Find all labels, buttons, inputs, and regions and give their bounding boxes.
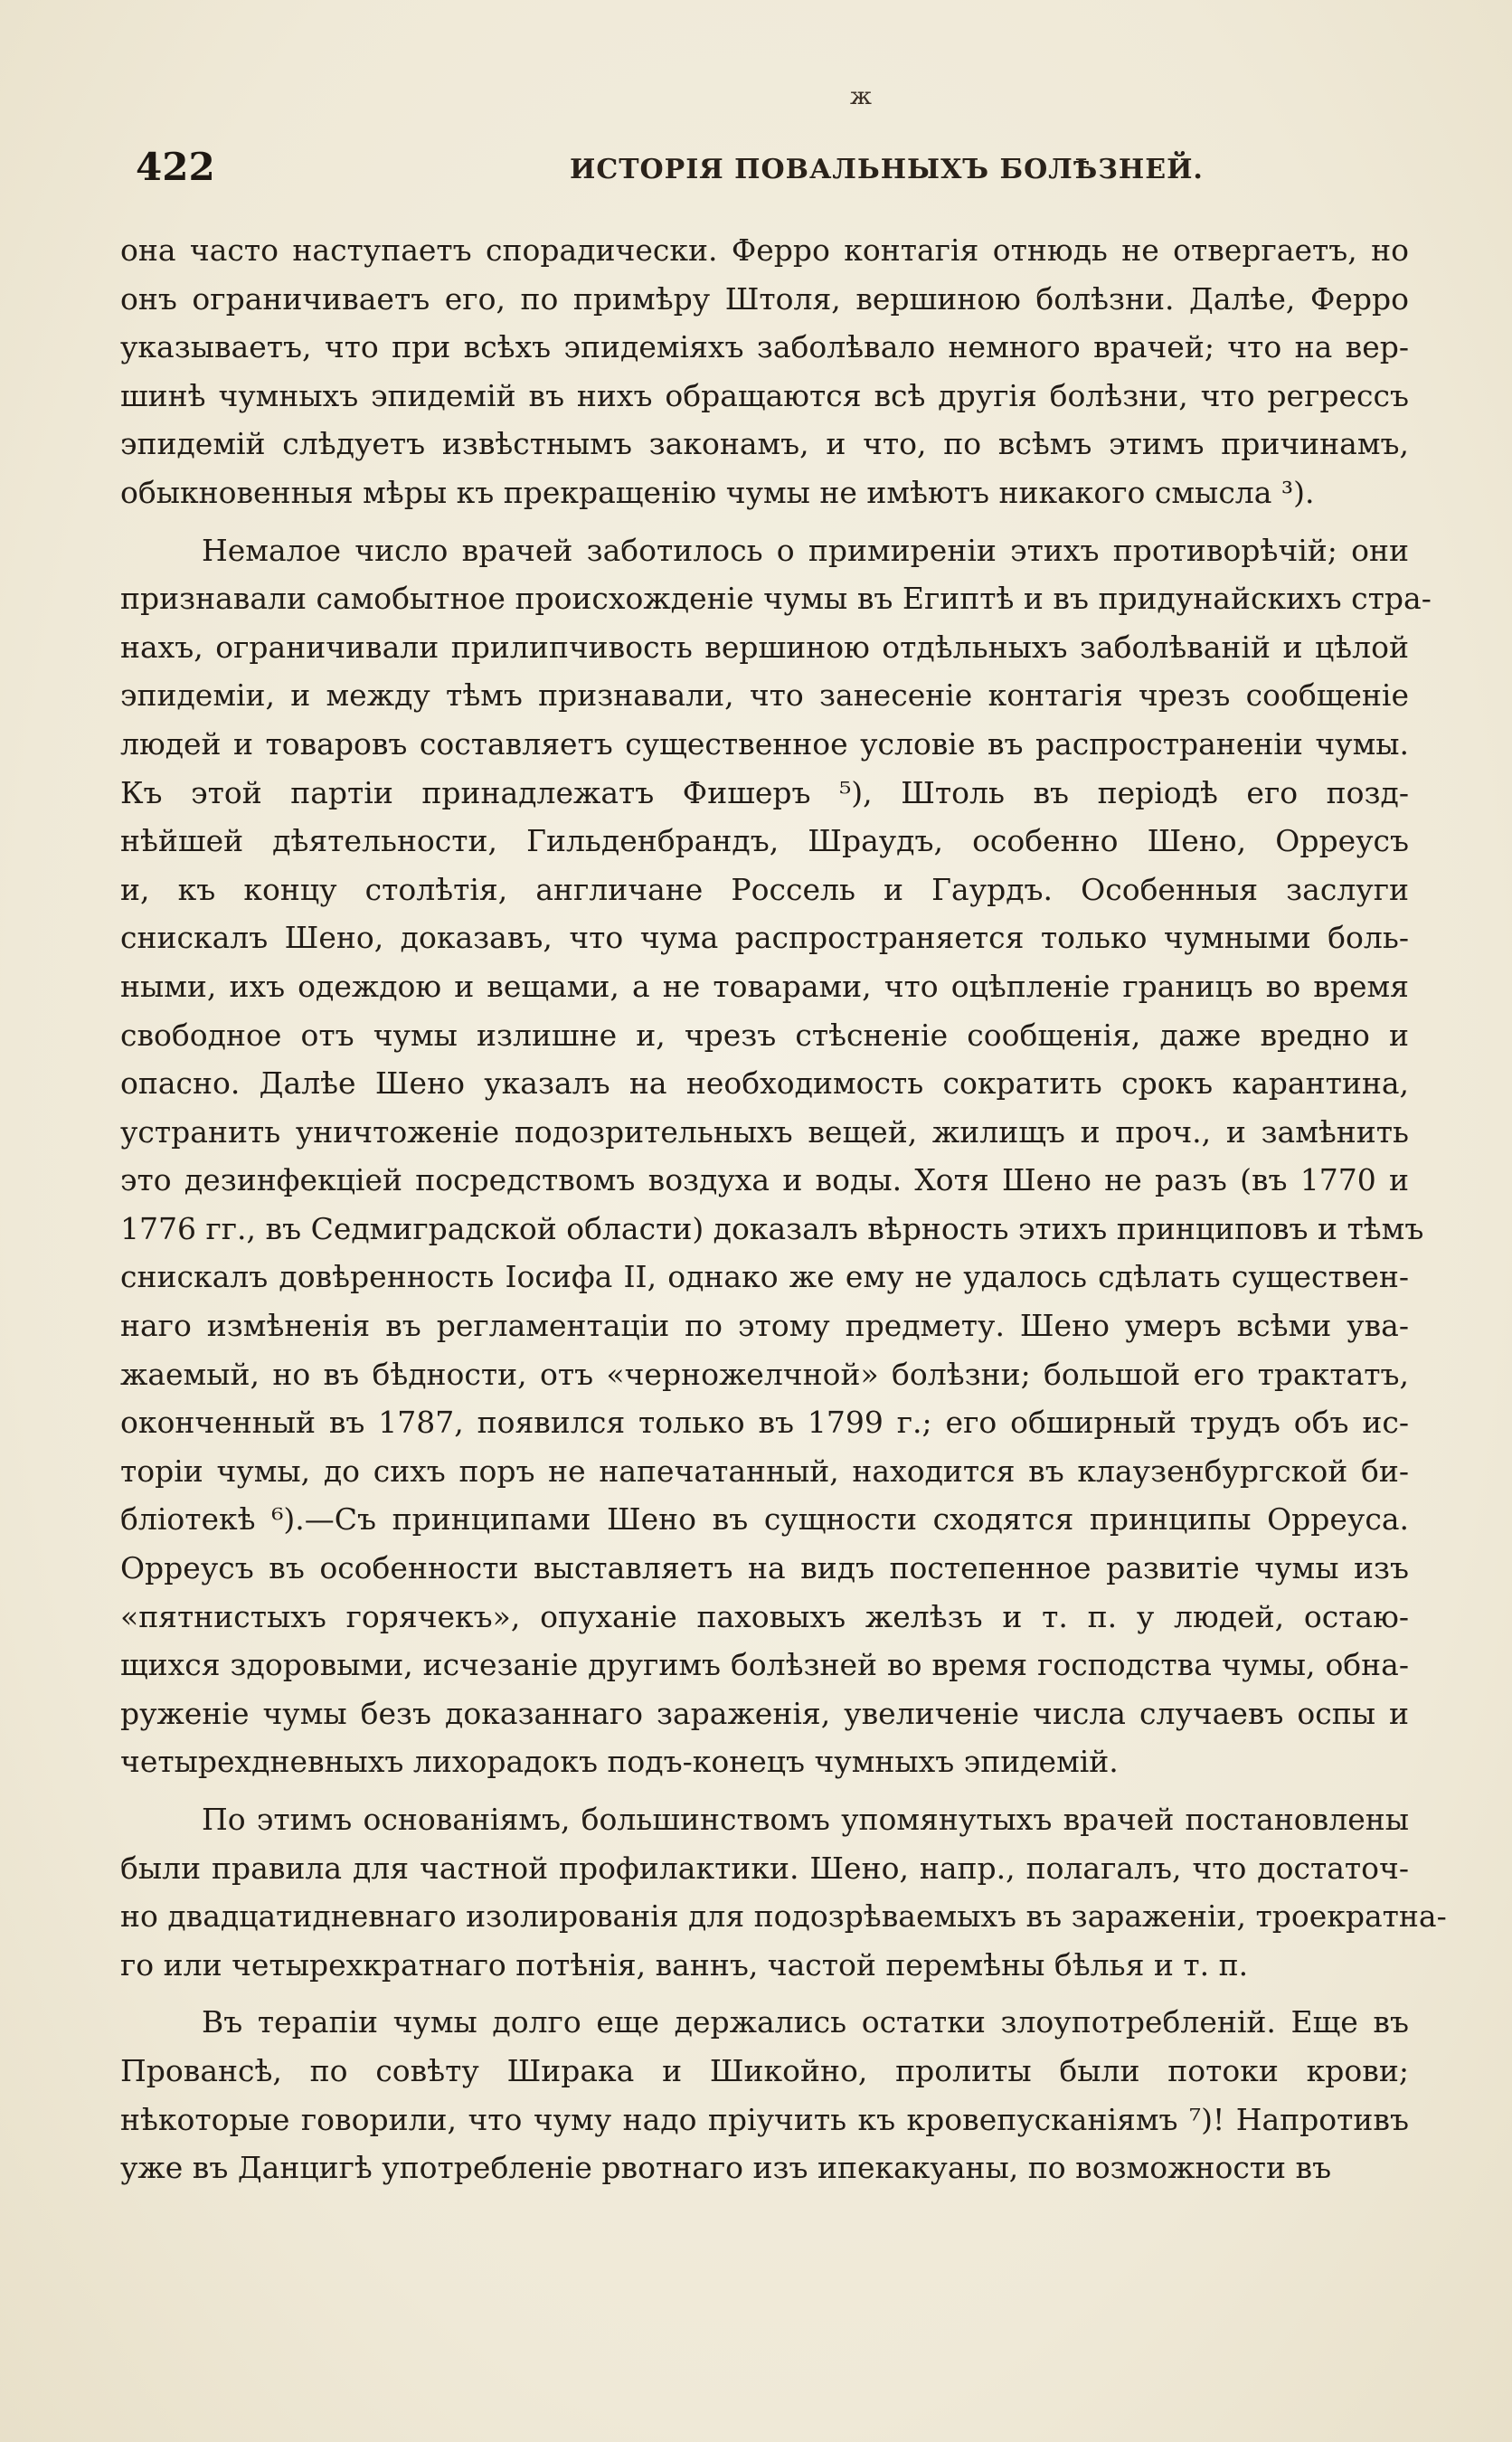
text-line: руженіе чумы безъ доказаннаго зараженія, увеличеніе числа случаевъ оспы и bbox=[120, 1695, 1409, 1731]
text-line: го или четырехкратнаго потѣнія, ваннъ, частой перемѣны бѣлья и т. п. bbox=[120, 1946, 1249, 1983]
text-line: уже въ Данцигѣ употребленіе рвотнаго изъ ипекакуаны, по возможности въ bbox=[120, 2150, 1332, 2186]
paragraph bbox=[120, 1795, 1447, 1989]
ornament-mark: ж bbox=[850, 83, 872, 110]
text-line: эпидеміи, и между тѣмъ признавали, что занесеніе контагія чрезъ сообщеніе bbox=[120, 677, 1409, 714]
text-line: признавали самобытное происхожденіе чумы въ Египтѣ и въ придунайскихъ стра- bbox=[120, 581, 1432, 617]
text-line: обыкновенныя мѣры къ прекращенію чумы не имѣютъ никакого смысла ³). bbox=[120, 474, 1315, 510]
page-number: 422 bbox=[136, 145, 215, 189]
text-line: бліотекѣ ⁶).—Съ принципами Шено въ сущности сходятся принципы Орреуса. bbox=[120, 1501, 1409, 1538]
text-line: свободное отъ чумы излишне и, чрезъ стѣсненіе сообщенія, даже вредно и bbox=[120, 1017, 1409, 1053]
text-line: устранить уничтоженіе подозрительныхъ вещей, жилищъ и проч., и замѣнить bbox=[120, 1113, 1409, 1150]
text-line: онъ ограничиваетъ его, по примѣру Штоля, вершиною болѣзни. Далѣе, Ферро bbox=[120, 280, 1409, 317]
text-line: «пятнистыхъ горячекъ», опуханіе паховыхъ желѣзъ и т. п. у людей, остаю- bbox=[120, 1598, 1409, 1634]
text-line: она часто наступаетъ спорадически. Ферро контагія отнюдь не отвергаетъ, но bbox=[120, 232, 1409, 268]
text-line: нѣйшей дѣятельности, Гильденбрандъ, Шраудъ, особенно Шено, Орреусъ bbox=[120, 823, 1409, 859]
text-line: По этимъ основаніямъ, большинствомъ упомянутыхъ врачей постановлены bbox=[202, 1802, 1409, 1837]
text-line: Немалое число врачей заботилось о примиреніи этихъ противорѣчій; они bbox=[202, 532, 1409, 568]
text-line: Орреусъ въ особенности выставляетъ на видъ постепенное развитіе чумы изъ bbox=[120, 1550, 1409, 1586]
text-line: нахъ, ограничивали прилипчивость вершиною отдѣльныхъ заболѣваній и цѣлой bbox=[120, 629, 1409, 665]
text-line: указываетъ, что при всѣхъ эпидеміяхъ заболѣвало немного врачей; что на вер- bbox=[120, 329, 1409, 365]
text-line: снискалъ довѣренность Іосифа II, однако же ему не удалось сдѣлать существен- bbox=[120, 1259, 1409, 1295]
text-line: оконченный въ 1787, появился только въ 1799 г.; его обширный трудъ объ ис- bbox=[120, 1405, 1409, 1441]
page-header bbox=[136, 145, 1402, 199]
text-line: наго измѣненія въ регламентаціи по этому предмету. Шено умеръ всѣми ува- bbox=[120, 1308, 1409, 1344]
body-text bbox=[120, 226, 1447, 2192]
text-line: снискалъ Шено, доказавъ, что чума распространяется только чумными боль- bbox=[120, 920, 1409, 956]
text-line: Провансѣ, по совѣту Ширака и Шикойно, пролиты были потоки крови; bbox=[120, 2052, 1409, 2088]
paragraph bbox=[120, 226, 1409, 517]
text-line: щихся здоровыми, исчезаніе другимъ болѣзней во время господства чумы, обна- bbox=[120, 1647, 1409, 1683]
text-line: жаемый, но въ бѣдности, отъ «черножелчной» болѣзни; большой его трактатъ, bbox=[120, 1356, 1409, 1392]
paragraph bbox=[120, 526, 1432, 1786]
text-line: опасно. Далѣе Шено указалъ на необходимость сократить срокъ карантина, bbox=[120, 1065, 1409, 1102]
text-line: шинѣ чумныхъ эпидемій въ нихъ обращаются всѣ другія болѣзни, что регрессъ bbox=[120, 377, 1409, 413]
text-line: 1776 гг., въ Седмиградской области) доказалъ вѣрность этихъ принциповъ и тѣмъ bbox=[120, 1210, 1424, 1246]
text-line: Въ терапіи чумы долго еще держались остатки злоупотребленій. Еще въ bbox=[202, 2004, 1409, 2040]
text-line: нѣкоторые говорили, что чуму надо пріучить къ кровепусканіямъ ⁷)! Напротивъ bbox=[120, 2101, 1409, 2137]
text-line: ными, ихъ одеждою и вещами, а не товарами, что оцѣпленіе границъ во время bbox=[120, 968, 1409, 1004]
text-line: и, къ концу столѣтія, англичане Россель и Гаурдъ. Особенныя заслуги bbox=[120, 871, 1409, 907]
text-line: это дезинфекціей посредствомъ воздуха и воды. Хотя Шено не разъ (въ 1770 и bbox=[120, 1162, 1409, 1198]
running-head: ИСТОРІЯ ПОВАЛЬНЫХЪ БОЛѢЗНЕЙ. bbox=[570, 154, 1204, 185]
text-line: четырехдневныхъ лихорадокъ подъ-конецъ чумныхъ эпидемій. bbox=[120, 1744, 1119, 1780]
text-line: эпидемій слѣдуетъ извѣстнымъ законамъ, и что, по всѣмъ этимъ причинамъ, bbox=[120, 426, 1409, 462]
text-line: были правила для частной профилактики. Шено, напр., полагалъ, что достаточ- bbox=[120, 1850, 1409, 1886]
paragraph bbox=[120, 1998, 1409, 2191]
text-line: торіи чумы, до сихъ поръ не напечатанный, находится въ клаузенбургской би- bbox=[120, 1453, 1409, 1489]
text-line: Къ этой партіи принадлежатъ Фишеръ ⁵), Штоль въ періодѣ его позд- bbox=[120, 774, 1409, 810]
text-line: людей и товаровъ составляетъ существенное условіе въ распространеніи чумы. bbox=[120, 725, 1409, 762]
text-line: но двадцатидневнаго изолированія для подозрѣваемыхъ въ зараженіи, троекратна- bbox=[120, 1898, 1447, 1935]
